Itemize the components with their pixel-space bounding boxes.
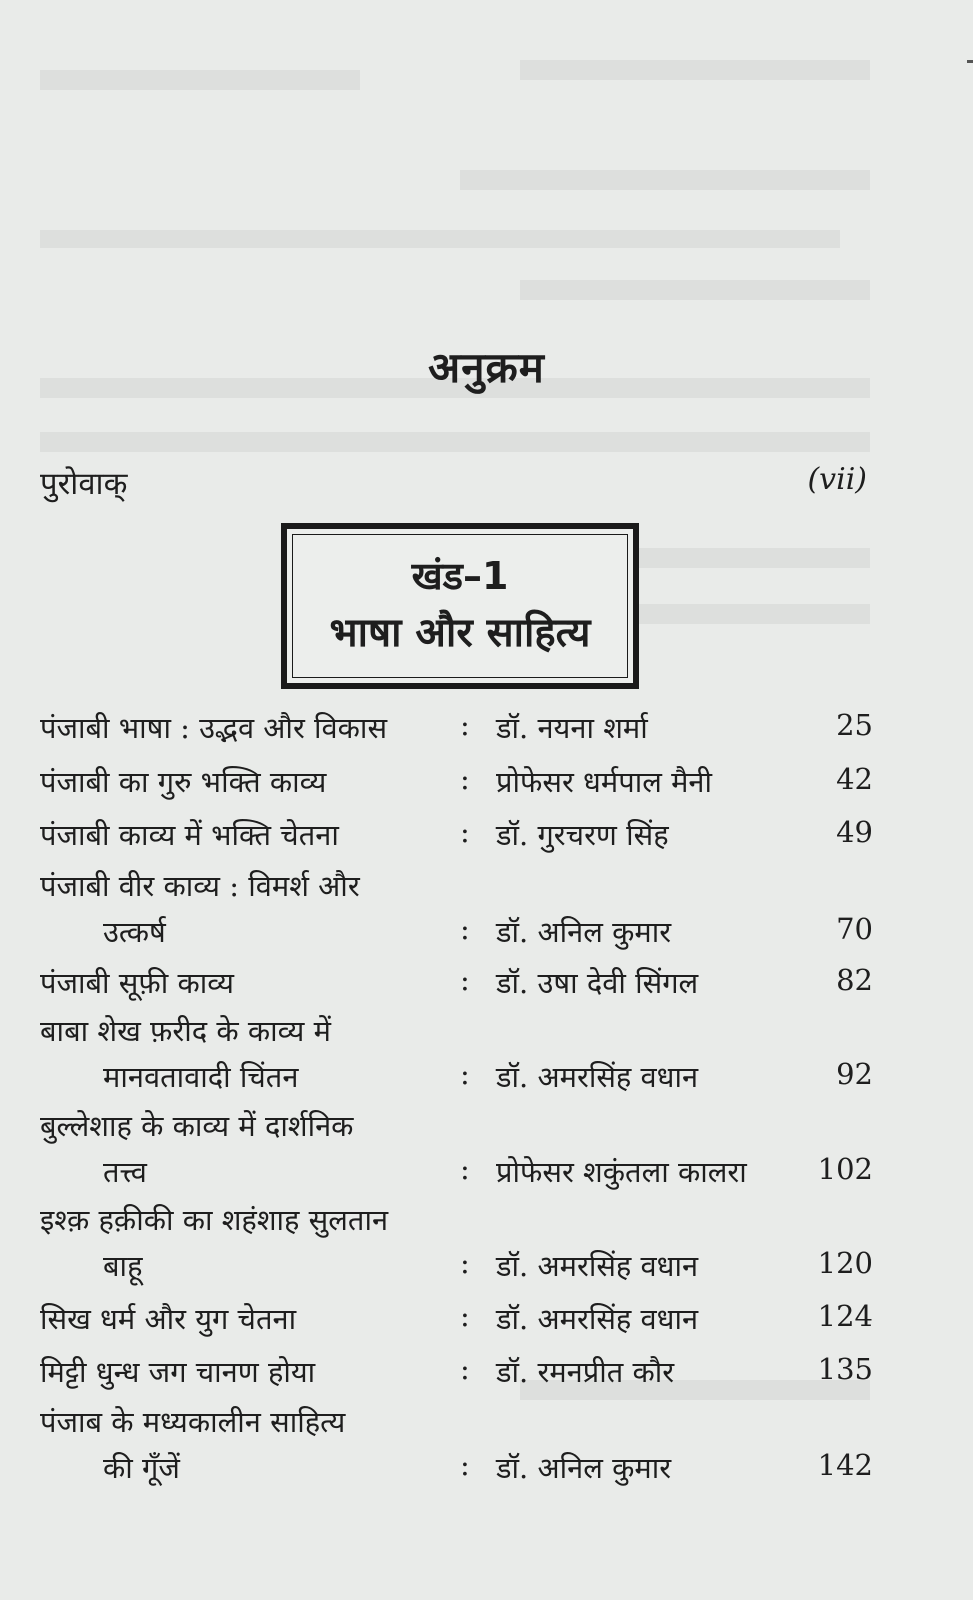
show-through-mark: [40, 70, 360, 90]
entry-page-number: 120: [817, 1246, 873, 1280]
entry-separator: :: [460, 1299, 470, 1333]
entry-page-number: 135: [817, 1352, 873, 1386]
show-through-mark: [40, 432, 870, 452]
entry-author: डॉ. अमरसिंह वधान: [496, 1302, 699, 1336]
entry-separator: :: [460, 708, 470, 742]
section-name: भाषा और साहित्य: [329, 609, 591, 656]
entry-title: पंजाबी सूफ़ी काव्य: [40, 966, 235, 1000]
entry-title: पंजाबी वीर काव्य : विमर्श और: [40, 869, 360, 903]
entry-separator: :: [460, 963, 470, 997]
entry-separator: :: [460, 912, 470, 946]
entry-title: पंजाबी का गुरु भक्ति काव्य: [40, 765, 327, 799]
section-heading-inner-frame: [292, 534, 628, 678]
edge-mark: [967, 60, 973, 63]
entry-page-number: 92: [836, 1057, 873, 1091]
entry-author: प्रोफेसर शकुंतला कालरा: [496, 1155, 747, 1189]
entry-author: डॉ. रमनप्रीत कौर: [496, 1355, 675, 1389]
entry-author: प्रोफेसर धर्मपाल मैनी: [496, 765, 713, 799]
entry-title-continued: की गूँजें: [103, 1451, 180, 1485]
entry-title-continued: तत्त्व: [103, 1155, 147, 1189]
entry-title-continued: मानवतावादी चिंतन: [103, 1060, 299, 1094]
show-through-mark: [460, 170, 870, 190]
entry-separator: :: [460, 1152, 470, 1186]
entry-title: सिख धर्म और युग चेतना: [40, 1302, 297, 1336]
entry-title: बुल्लेशाह के काव्य में दार्शनिक: [40, 1109, 354, 1143]
entry-author: डॉ. अनिल कुमार: [496, 915, 672, 949]
section-number: खंड–1: [411, 554, 509, 598]
entry-page-number: 25: [836, 708, 873, 742]
entry-separator: :: [460, 762, 470, 796]
entry-page-number: 102: [817, 1152, 873, 1186]
entry-title: मिट्टी धुन्ध जग चानण होया: [40, 1355, 316, 1389]
preface-title[interactable]: पुरोवाक्: [40, 466, 128, 502]
entry-author: डॉ. अमरसिंह वधान: [496, 1060, 699, 1094]
entry-separator: :: [460, 815, 470, 849]
entry-author: डॉ. अमरसिंह वधान: [496, 1249, 699, 1283]
entry-page-number: 124: [817, 1299, 873, 1333]
entry-author: डॉ. उषा देवी सिंगल: [496, 966, 699, 1000]
entry-page-number: 42: [836, 762, 873, 796]
show-through-mark: [520, 60, 870, 80]
entry-title-continued: उत्कर्ष: [103, 915, 166, 949]
contents-heading: अनुक्रम: [428, 343, 545, 392]
entry-separator: :: [460, 1448, 470, 1482]
entry-separator: :: [460, 1352, 470, 1386]
preface-page-number: (vii): [807, 462, 867, 497]
entry-title: बाबा शेख फ़रीद के काव्य में: [40, 1014, 331, 1048]
entry-separator: :: [460, 1246, 470, 1280]
entry-author: डॉ. अनिल कुमार: [496, 1451, 672, 1485]
entry-page-number: 82: [836, 963, 873, 997]
entry-title: पंजाब के मध्यकालीन साहित्य: [40, 1405, 346, 1439]
entry-author: डॉ. नयना शर्मा: [496, 711, 648, 745]
entry-title-continued: बाहू: [103, 1249, 143, 1283]
entry-title: पंजाबी काव्य में भक्ति चेतना: [40, 818, 339, 852]
show-through-mark: [40, 230, 840, 248]
entry-author: डॉ. गुरचरण सिंह: [496, 818, 669, 852]
entry-separator: :: [460, 1057, 470, 1091]
entry-page-number: 49: [836, 815, 873, 849]
section-heading-box: [281, 523, 639, 689]
entry-title: इश्क़ हक़ीकी का शहंशाह सुलतान: [40, 1203, 389, 1237]
entry-page-number: 142: [817, 1448, 873, 1482]
entry-title: पंजाबी भाषा : उद्भव और विकास: [40, 711, 388, 745]
show-through-mark: [520, 280, 870, 300]
entry-page-number: 70: [836, 912, 873, 946]
